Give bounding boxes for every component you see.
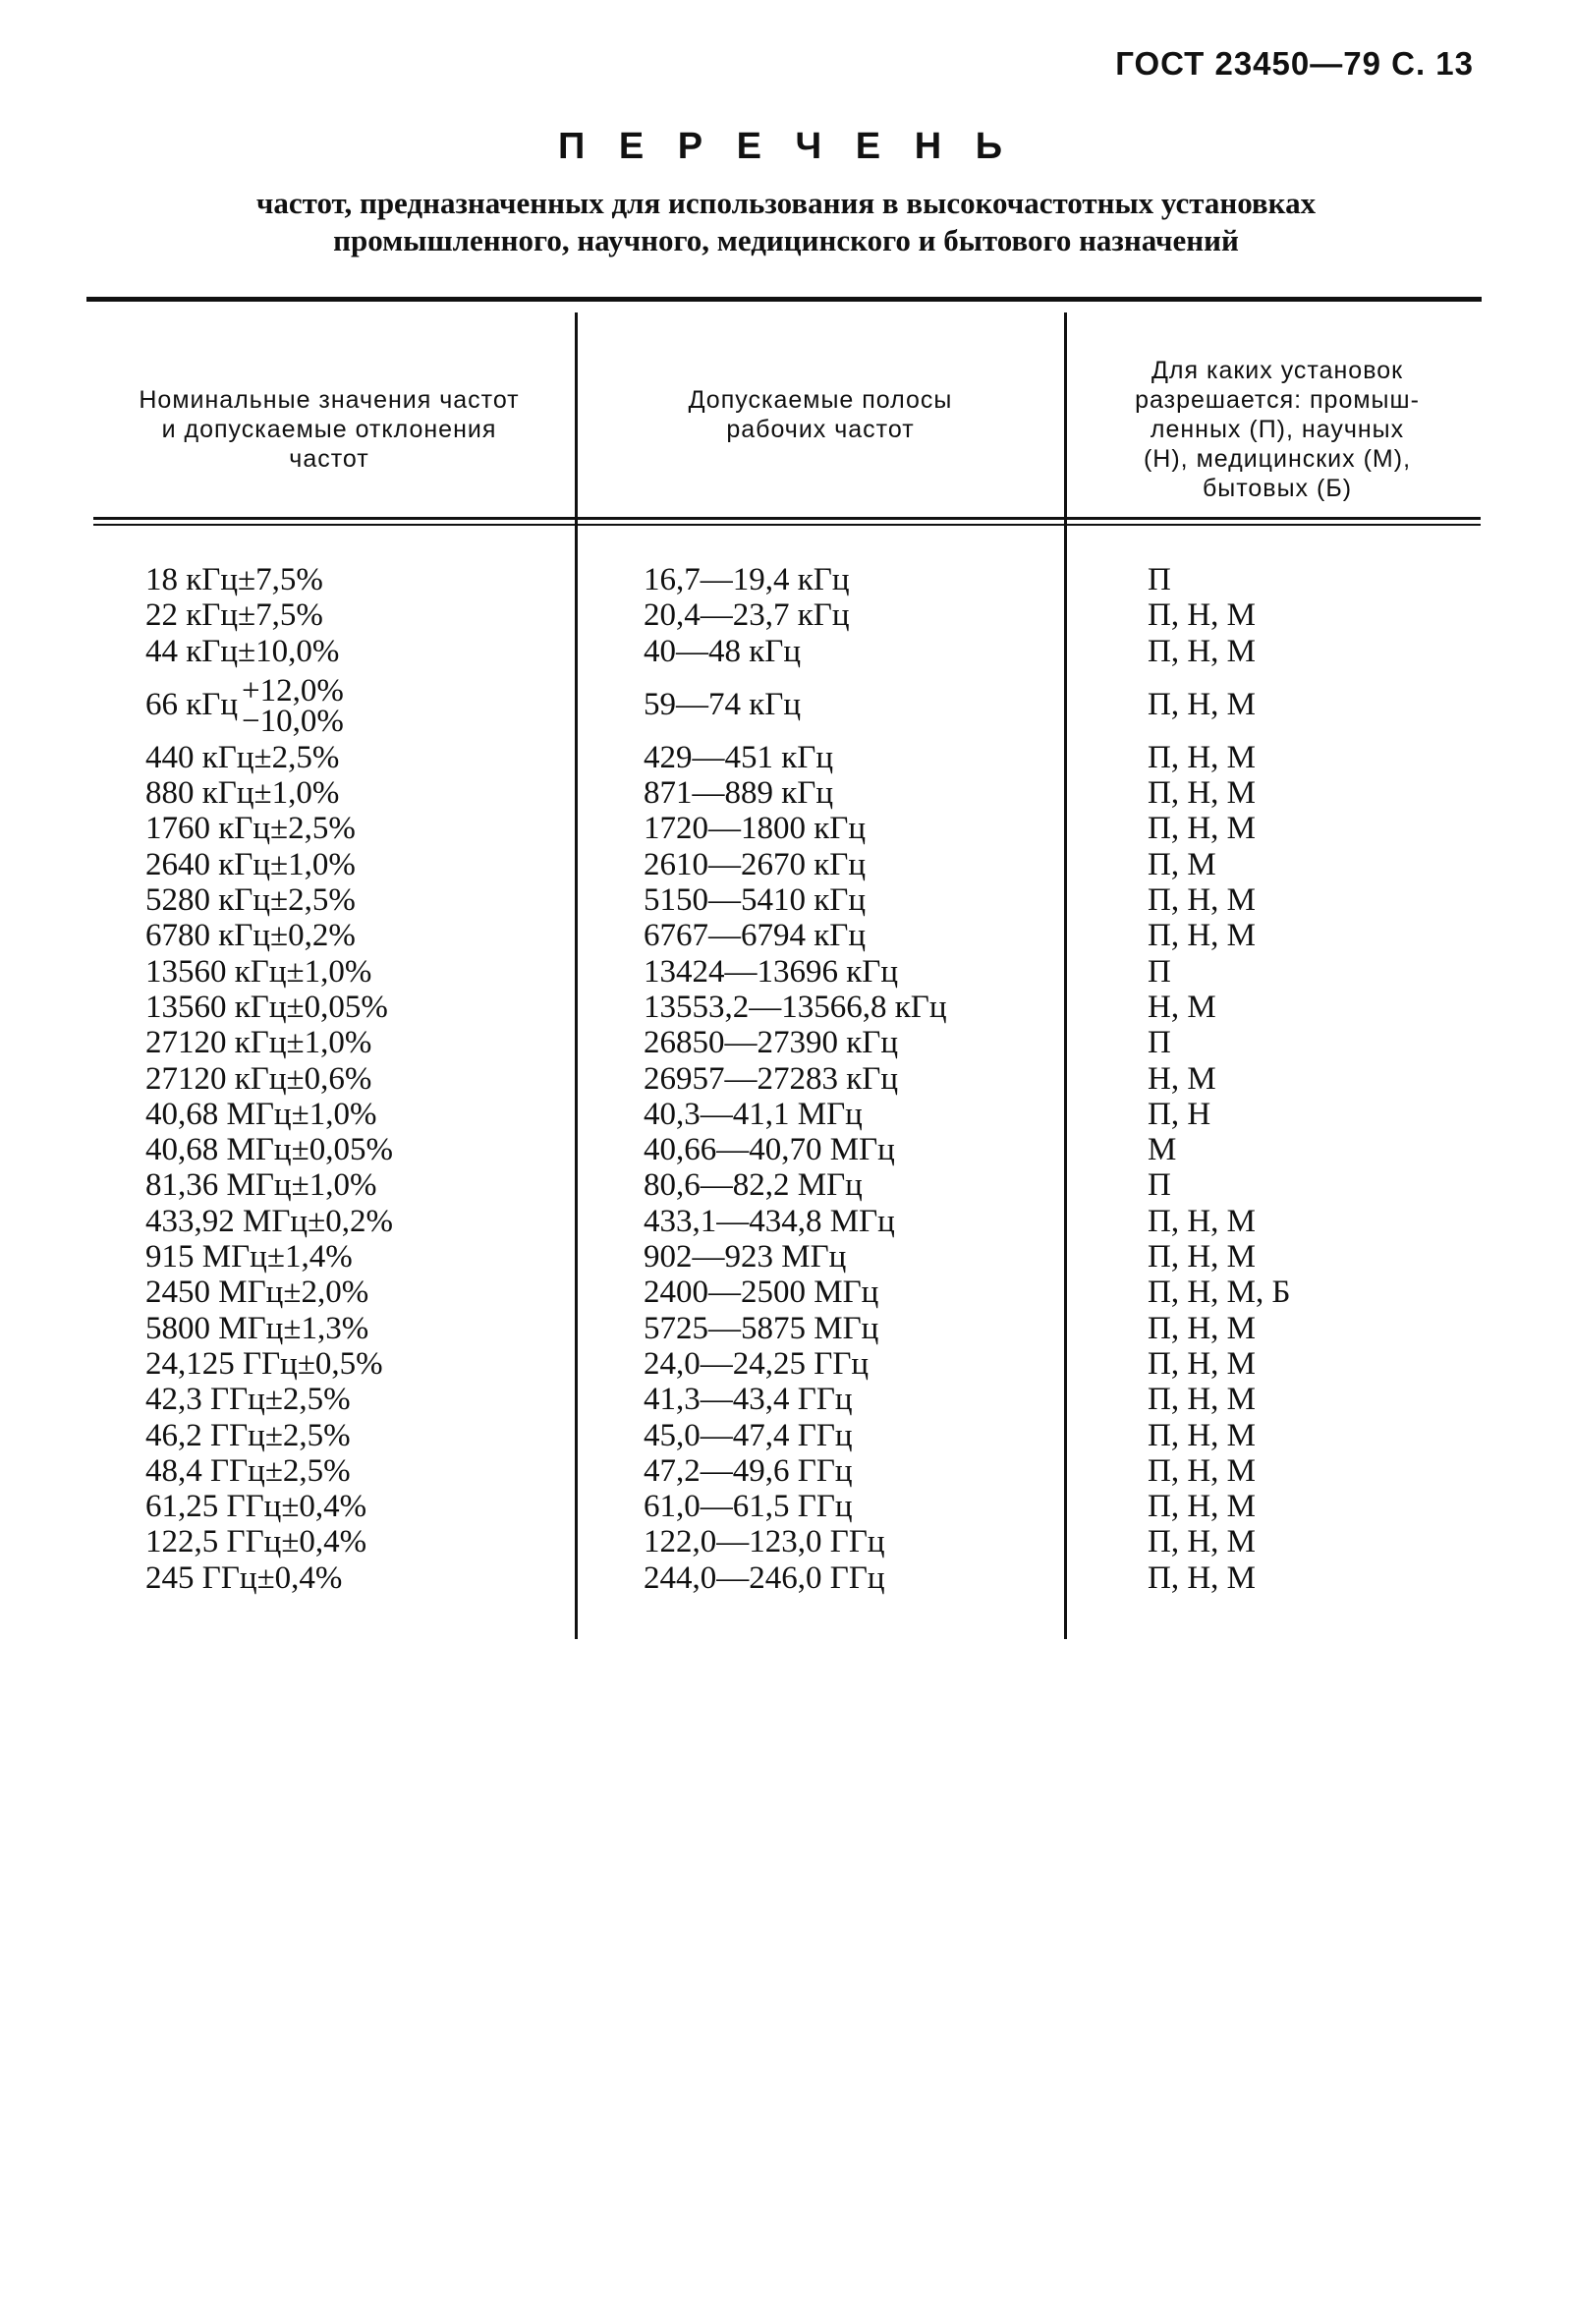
nominal-value: 22 кГц±7,5% <box>145 597 323 634</box>
header-line: бытовых (Б) <box>1202 475 1353 502</box>
usage-cell: П, Н, М <box>1148 1239 1257 1275</box>
nominal-frequency-cell <box>145 918 356 953</box>
nominal-frequency-cell <box>145 1346 383 1382</box>
usage-cell: П, Н, М <box>1148 1524 1257 1560</box>
band-cell: 5150—5410 кГц <box>644 882 867 919</box>
band-cell: 13553,2—13566,8 кГц <box>644 989 947 1025</box>
band-cell: 2610—2670 кГц <box>644 846 867 882</box>
usage-cell: П, Н, М <box>1148 1382 1257 1418</box>
nominal-value: 13560 кГц±0,05% <box>145 989 388 1025</box>
document-subtitle <box>0 185 1572 259</box>
nominal-frequency-cell <box>145 740 339 775</box>
usage-cell: П, Н <box>1148 1096 1211 1132</box>
nominal-value: 122,5 ГГц±0,4% <box>145 1524 367 1560</box>
band-cell: 244,0—246,0 ГГц <box>644 1559 885 1596</box>
usage-cell: М <box>1148 1132 1177 1168</box>
nominal-value: 40,68 МГц±1,0% <box>145 1096 377 1132</box>
table-row <box>0 1204 1572 1239</box>
nominal-frequency-cell <box>145 1418 351 1453</box>
usage-cell: П, Н, М <box>1148 1559 1257 1596</box>
nominal-value: 1760 кГц±2,5% <box>145 811 356 847</box>
band-cell: 26957—27283 кГц <box>644 1060 899 1097</box>
nominal-frequency-cell <box>145 1204 393 1239</box>
band-cell: 6767—6794 кГц <box>644 918 867 954</box>
nominal-value: 48,4 ГГц±2,5% <box>145 1452 351 1489</box>
nominal-value: 66 кГц <box>145 686 239 722</box>
usage-cell: П, Н, М <box>1148 739 1257 775</box>
table-row <box>0 1061 1572 1097</box>
table-row <box>0 811 1572 846</box>
header-line: Для каких установок <box>1151 357 1404 384</box>
usage-cell: Н, М <box>1148 1060 1216 1097</box>
usage-cell: П <box>1148 953 1171 990</box>
table-row <box>0 775 1572 811</box>
nominal-value: 40,68 МГц±0,05% <box>145 1132 393 1168</box>
nominal-frequency-cell <box>145 1061 371 1097</box>
nominal-value: 46,2 ГГц±2,5% <box>145 1417 351 1453</box>
usage-cell: П, Н, М <box>1148 1452 1257 1489</box>
table-row <box>0 1453 1572 1489</box>
usage-cell: П, Н, М, Б <box>1148 1275 1291 1311</box>
column-header-nominal <box>93 385 565 474</box>
header-line: ленных (П), научных <box>1150 416 1405 443</box>
usage-cell: П, Н, М <box>1148 1203 1257 1239</box>
usage-cell: П, Н, М <box>1148 633 1257 669</box>
table-row <box>0 634 1572 669</box>
band-cell: 2400—2500 МГц <box>644 1275 879 1311</box>
usage-cell: П, Н, М <box>1148 1489 1257 1525</box>
usage-cell: П, Н, М <box>1148 918 1257 954</box>
band-cell: 871—889 кГц <box>644 775 834 812</box>
band-cell: 40,3—41,1 МГц <box>644 1096 863 1132</box>
usage-cell: П, Н, М <box>1148 882 1257 919</box>
band-cell: 59—74 кГц <box>644 686 802 722</box>
usage-cell: П <box>1148 562 1171 597</box>
nominal-frequency-cell <box>145 954 371 990</box>
band-cell: 26850—27390 кГц <box>644 1025 899 1061</box>
nominal-value: 5280 кГц±2,5% <box>145 882 356 919</box>
header-line: и допускаемые отклонения <box>161 416 497 443</box>
table-row <box>0 882 1572 918</box>
nominal-value: 18 кГц±7,5% <box>145 562 323 597</box>
page-reference: ГОСТ 23450—79 С. 13 <box>1115 45 1474 82</box>
nominal-value: 5800 МГц±1,3% <box>145 1310 369 1346</box>
nominal-value: 6780 кГц±0,2% <box>145 918 356 954</box>
header-line: Номинальные значения частот <box>139 386 520 414</box>
band-cell: 16,7—19,4 кГц <box>644 562 850 597</box>
nominal-value: 2450 МГц±2,0% <box>145 1275 369 1311</box>
nominal-frequency-cell <box>145 669 344 740</box>
table-row <box>0 954 1572 990</box>
band-cell: 20,4—23,7 кГц <box>644 597 850 634</box>
usage-cell: П, М <box>1148 846 1216 882</box>
usage-cell: П, Н, М <box>1148 1417 1257 1453</box>
nominal-frequency-cell <box>145 562 323 597</box>
table-row <box>0 740 1572 775</box>
nominal-frequency-cell <box>145 1489 366 1524</box>
table-row <box>0 1418 1572 1453</box>
band-cell: 13424—13696 кГц <box>644 953 899 990</box>
nominal-value: 42,3 ГГц±2,5% <box>145 1382 351 1418</box>
nominal-frequency-cell <box>145 811 356 846</box>
nominal-value: 24,125 ГГц±0,5% <box>145 1345 383 1382</box>
nominal-value: 27120 кГц±1,0% <box>145 1025 372 1061</box>
usage-cell: П, Н, М <box>1148 597 1257 634</box>
nominal-frequency-cell <box>145 1239 353 1275</box>
tolerance-plus: +12,0% <box>242 673 344 709</box>
tolerance-minus: −10,0% <box>242 704 344 740</box>
subtitle-line-2: промышленного, научного, медицинского и бытового назначений <box>333 223 1239 257</box>
header-line: (Н), медицинских (М), <box>1143 445 1412 473</box>
table-row <box>0 1239 1572 1275</box>
band-cell: 433,1—434,8 МГц <box>644 1203 895 1239</box>
nominal-frequency-cell <box>145 775 339 811</box>
band-cell: 429—451 кГц <box>644 739 834 775</box>
band-cell: 902—923 МГц <box>644 1239 847 1275</box>
band-cell: 1720—1800 кГц <box>644 811 867 847</box>
nominal-value: 2640 кГц±1,0% <box>145 846 356 882</box>
table-top-rule <box>86 297 1482 302</box>
nominal-frequency-cell <box>145 1453 351 1489</box>
usage-cell: П, Н, М <box>1148 1310 1257 1346</box>
column-header-usage <box>1081 356 1474 503</box>
band-cell: 24,0—24,25 ГГц <box>644 1345 870 1382</box>
band-cell: 47,2—49,6 ГГц <box>644 1452 853 1489</box>
band-cell: 40—48 кГц <box>644 633 802 669</box>
nominal-frequency-cell <box>145 1524 366 1559</box>
table-row <box>0 669 1572 740</box>
table-row <box>0 1025 1572 1060</box>
header-line: рабочих частот <box>726 416 915 443</box>
column-header-band <box>590 385 1051 444</box>
table-row <box>0 1311 1572 1346</box>
table-body <box>0 562 1572 1596</box>
usage-cell: П, Н, М <box>1148 686 1257 722</box>
nominal-frequency-cell <box>145 1560 342 1596</box>
header-divider-rule <box>93 517 1481 520</box>
table-row <box>0 1132 1572 1167</box>
nominal-value: 915 МГц±1,4% <box>145 1239 353 1275</box>
nominal-frequency-cell <box>145 1132 393 1167</box>
table-row <box>0 562 1572 597</box>
header-divider-rule-secondary <box>93 524 1481 526</box>
nominal-frequency-cell <box>145 634 339 669</box>
nominal-frequency-cell <box>145 882 356 918</box>
table-row <box>0 1346 1572 1382</box>
band-cell: 41,3—43,4 ГГц <box>644 1382 853 1418</box>
nominal-value: 44 кГц±10,0% <box>145 633 340 669</box>
table-row <box>0 1275 1572 1310</box>
table-row <box>0 1489 1572 1524</box>
subtitle-line-1: частот, предназначенных для использования в высокочастотных установках <box>255 186 1317 220</box>
nominal-frequency-cell <box>145 1025 371 1060</box>
table-row <box>0 1167 1572 1203</box>
nominal-frequency-cell <box>145 1311 368 1346</box>
document-title: П Е Р Е Ч Е Н Ь <box>557 126 1015 167</box>
table-row <box>0 1560 1572 1596</box>
usage-cell: П <box>1148 1167 1171 1204</box>
nominal-frequency-cell <box>145 1275 368 1310</box>
header-line: Допускаемые полосы <box>688 386 953 414</box>
nominal-value: 81,36 МГц±1,0% <box>145 1167 377 1204</box>
band-cell: 61,0—61,5 ГГц <box>644 1489 853 1525</box>
usage-cell: Н, М <box>1148 989 1216 1025</box>
table-row <box>0 597 1572 633</box>
table-row <box>0 1524 1572 1559</box>
nominal-value: 440 кГц±2,5% <box>145 739 340 775</box>
nominal-value: 880 кГц±1,0% <box>145 775 340 812</box>
nominal-frequency-cell <box>145 990 388 1025</box>
header-line: разрешается: промыш- <box>1135 386 1420 414</box>
band-cell: 45,0—47,4 ГГц <box>644 1417 853 1453</box>
band-cell: 5725—5875 МГц <box>644 1310 879 1346</box>
nominal-frequency-cell <box>145 597 323 633</box>
usage-cell: П, Н, М <box>1148 1345 1257 1382</box>
usage-cell: П, Н, М <box>1148 775 1257 812</box>
nominal-value: 245 ГГц±0,4% <box>145 1559 343 1596</box>
band-cell: 122,0—123,0 ГГц <box>644 1524 885 1560</box>
tolerance-stack <box>242 673 344 740</box>
band-cell: 40,66—40,70 МГц <box>644 1132 895 1168</box>
usage-cell: П, Н, М <box>1148 811 1257 847</box>
table-row <box>0 990 1572 1025</box>
nominal-value: 13560 кГц±1,0% <box>145 953 372 990</box>
nominal-value: 61,25 ГГц±0,4% <box>145 1489 367 1525</box>
nominal-frequency-cell <box>145 1167 376 1203</box>
nominal-frequency-cell <box>145 1382 351 1417</box>
nominal-value: 27120 кГц±0,6% <box>145 1060 372 1097</box>
nominal-value: 433,92 МГц±0,2% <box>145 1203 393 1239</box>
table-row <box>0 847 1572 882</box>
nominal-frequency-cell <box>145 1097 376 1132</box>
table-row <box>0 918 1572 953</box>
usage-cell: П <box>1148 1025 1171 1061</box>
band-cell: 80,6—82,2 МГц <box>644 1167 863 1204</box>
table-row <box>0 1097 1572 1132</box>
header-line: частот <box>289 445 369 473</box>
nominal-frequency-cell <box>145 847 356 882</box>
table-row <box>0 1382 1572 1417</box>
